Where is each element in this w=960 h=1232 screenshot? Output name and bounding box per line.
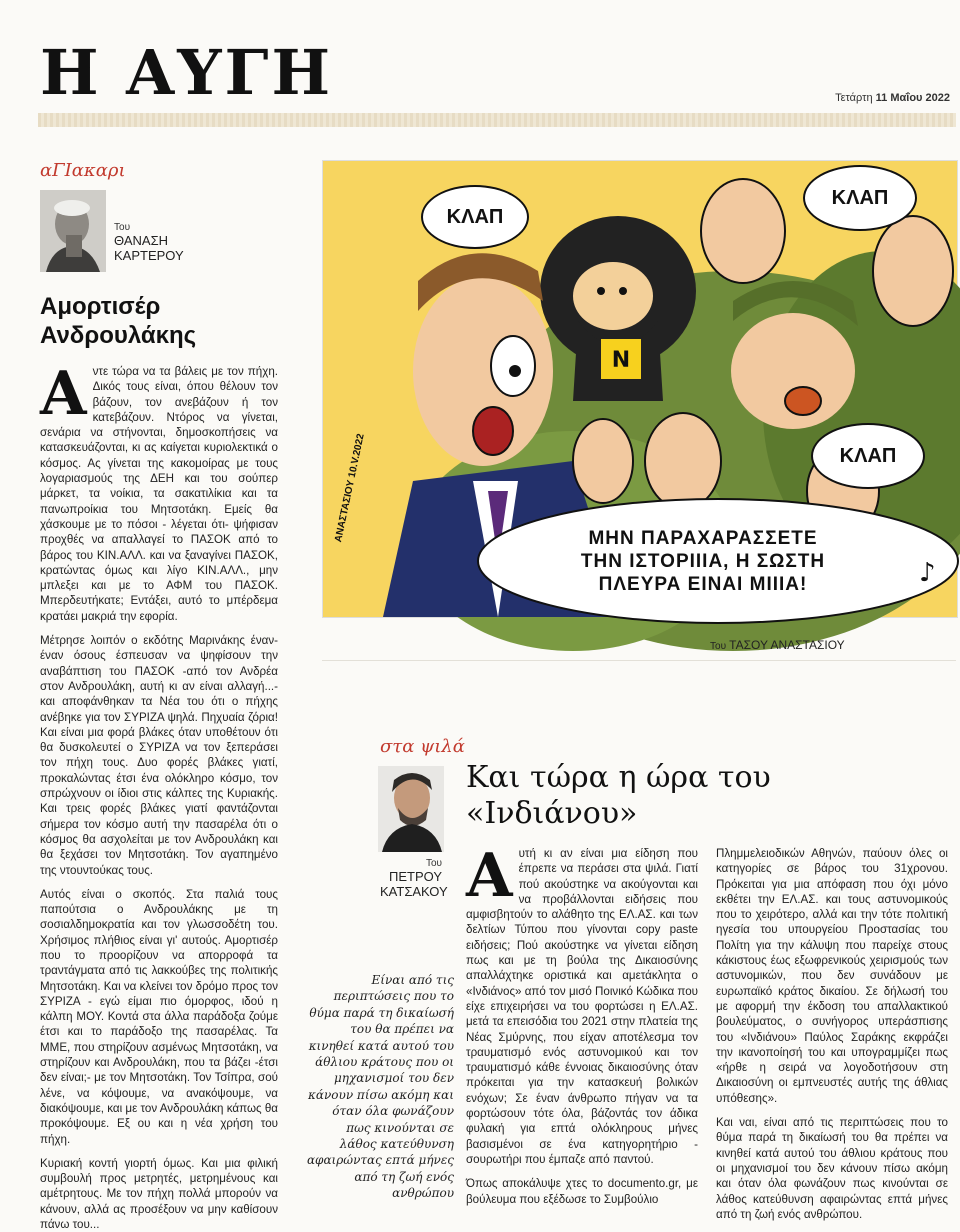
masthead: Η ΑΥΓΗ: [40, 36, 334, 109]
issue-date: Τετάρτη 11 Μαΐου 2022: [835, 92, 950, 104]
pull-quote: Είναι από τις περιπτώσεις που το θύμα παρά τη δικαίωσή του θα πρέπει να κινηθεί κατά αυτού του άθλιου κράτους που οι μηχανισμοί του δεν κάνουν πίσω ακόμη και όταν όλα φωνάζουν πως κινούνται σε λάθος κατεύθυνση αφαιρώντας επτά μήνες από τη ζωή ενός ανθρώπου: [306, 973, 454, 1201]
political-cartoon: [322, 160, 958, 618]
clap-bubble-1: ΚΛΑΠ: [421, 185, 529, 249]
clap-bubble-3: ΚΛΑΠ: [811, 423, 925, 489]
divider: [322, 660, 956, 661]
cartoon-credit: Του ΤΑΣΟΥ ΑΝΑΣΤΑΣΙΟΥ: [710, 638, 845, 652]
article-body-right-col1: Αυτή κι αν είναι μια είδηση που έπρεπε να περάσει στα ψιλά. Γιατί πού ακούστηκε να ακούγονται και να προβάλλονται ειδήσεις που αμφισβητούν το αλάθητο της ΕΛ.ΑΣ. και των δελτίων Τύπου που γίνονται copy paste ειδήσεις; Πού ακούστηκε να γίνεται είδηση πως και με τη βούλα της Δικαιοσύνης απαλλάχτηκε οριστικά και αμετάκλητα ο «Ινδιάνος» από τον μισό Ποινικό Κώδικα που είχε επιχειρήσει να του φορτώσει η ΕΛ.ΑΣ. μετά τα επεισόδια του 2021 στην πλατεία της Νέας Σμύρνης, που είχαν αποτέλεσμα τον τραυματισμό ενός αστυνομικού και τον τραυματισμό κάθε έννοιας δικαιοσύνης όταν πρόκειται για την κατασκευή βολικών ενόχων; Σε έναν άνθρωπο πήγαν να τα φορτώσουν τότε όλα, βάζοντάς τον άδικα φυλακή για επτά ολόκληρους μήνες βασισμένοι σε ένα κατηγορητήριο - σουρωτήρι που έμπαζε από παντού. Όπως αποκάλυψε χτες το documento.gr, με βούλευμα που εξέδωσε το Συμβούλιο: [466, 841, 698, 1206]
author-photo-kartеros: [40, 190, 106, 272]
cartoonist-signature: ΑΝΑΣΤΑΣΙΟΥ 10.V.2022: [333, 432, 367, 544]
article-title-left: Αμορτισέρ Ανδρουλάκης: [40, 293, 197, 349]
section-label-left: αΓΙακαρι: [40, 160, 126, 181]
author-byline-right: Του ΠΕΤΡΟΥ ΚΑΤΣΑΚΟΥ: [380, 858, 448, 899]
svg-text:♪: ♪: [919, 558, 936, 588]
author-byline-left: Του ΘΑΝΑΣΗ ΚΑΡΤΕΡΟΥ: [114, 222, 184, 263]
dropcap-left: Α: [40, 359, 87, 429]
dropcap-right: Α: [466, 841, 513, 911]
author-photo-katsakos: [378, 766, 444, 852]
header-rule: [38, 113, 956, 127]
section-label-right: στα ψιλά: [380, 736, 465, 757]
article-headline-right: Και τώρα η ώρα του «Ινδιάνου»: [466, 760, 771, 831]
article-body-right-col2: Πλημμελειοδικών Αθηνών, παύουν όλες οι κατηγορίες σε βάρος του 31χρονου. Πρόκειται για μια απόφαση που όχι μόνο εκθέτει την ΕΛ.ΑΣ. και τους αστυνομικούς που το χειρότερο, αλλά και την τότε πολιτική ηγεσία του υπουργείου Προστασίας του Πολίτη για την κάλυψη που παρείχε στους κάκιστους έως εξωφρενικούς χειρισμούς των αστυνομικών, που δεν συνάδουν με ευρωπαϊκό κράτος δικαίου. Σε δήλωσή του με αφορμή την έκδοση του απαλλακτικού βουλεύματος, ο συνήγορος υπεράσπισης του «Ινδιάνου» Παύλος Σαράκης εκφράζει την ικανοποίησή του και υπογραμμίζει πως «ήρθε η σειρά να λογοδοτήσουν στη Δικαιοσύνη οι εμπνευστές αυτής της άθλιας υπόθεσης». Και ναι, είναι από τις περιπτώσεις που το θύμα παρά τη δικαίωσή του θα πρέπει να κινηθεί κατά αυτού του άθλιου κράτους που οι μηχανισμοί του δεν κάνουν πίσω ακόμη και όταν όλα φωνάζουν πως κινούνται σε λάθος κατεύθυνση αφαιρώντας επτά μήνες από τη ζωή ενός ανθρώπου.: [716, 847, 948, 1221]
cartoon-speech: ΜΗΝ ΠΑΡΑΧΑΡΑΣΣΕΤΕ ΤΗΝ ΙΣΤΟΡΙΙΙΑ, Η ΣΩΣΤΗ ΠΛΕΥΡΑ ΕΙΝΑΙ ΜΙΙΙΑ!: [580, 528, 826, 595]
svg-text:Ν: Ν: [611, 348, 631, 373]
clap-bubble-2: ΚΛΑΠ: [803, 165, 917, 231]
article-body-left: Αντε τώρα να τα βάλεις με τον πήχη. Δικός τους είναι, όπου θέλουν τον βάζουν, τον ανεβάζουν ή τον κατεβάζουν. Ντόρος να γίνεται, σενάρια να στήνονται, δημοσκοπήσεις να κατασκευάζονται, κι ας καίγεται κυριολεκτικά ο κόσμος. Ας γίνεται της κακομοίρας με τους λογαριασμούς της ΔΕΗ και του σούπερ μάρκετ, τα νοίκια, τα σακατιλίκια και τα πανωπροίκια του Μητσοτάκη. Εμείς θα χάσκουμε με το πόσοι - λέγεται ότι- ψήφισαν προχθές να απαλλαγεί το ΠΑΣΟΚ από το βάρος του ΚΙΝ.ΑΛΛ. και να ξαναγίνει ΠΑΣΟΚ, κρατώντας όμως και λίγο ΚΙΝ.ΑΛΛ., μην μπλεξει και με το ΑΦΜ του ΠΑΣΟΚ. Μπερδευτήκατε; Εντάξει, αυτό το μπέρδεμα κρατάει μακριά την εφορία. Μέτρησε λοιπόν ο εκδότης Μαρινάκης έναν-έναν όσους έσπευσαν να ψηφίσουν την αναβάπτιση του ΠΑΣΟΚ -από τον Ανδρέα στον Ανδρουλάκη, αυτή κι αν είναι αλλαγή...- και αποφάνθηκαν τα Νέα του ότι ο πήχης ανέβηκε για τον ΣΥΡΙΖΑ ψηλά. Πηχυαία ζόρια! Και είναι μια φορά βλάκες όταν υποθέτουν ότι θα δυσκολευτεί ο ΣΥΡΙΖΑ να τον ξεπεράσει τον πήχη τους. Δυο φορές βλάκες γιατί, προκαλώντας έτσι ένα ολόκληρο κόσμο, τον σπρώχνουν οι ίδιοι στις κάλπες της Κυριακής. Και τρεις φορές βλάκες γιατί φαντάζονται σήμερα τον κόσμο αυτή την πασαρέλα ότι ο κόσμος θα ασχολείται με τον Ανδρουλάκη και θα ξεχάσει τον Μητσοτάκη. Τον αγαπημένο της ντουντούκας τους. Αυτός είναι ο σκοπός. Στα παλιά τους παπούτσια ο Ανδρουλάκης με τη σοσιαλδημοκρατία και τον γλωσσοδέτη του. Χρήσιμος πλήθιος είναι γι' αυτούς. Αμορτισέρ που το προορίζουν να απορροφά τα τραντάγματα από τις λακκούβες της πολιτικής Μητσοτάκη. Και να κλείνει τον δρόμο προς τον ΣΥΡΙΖΑ - εγώ είμαι πιο όμορφος, ιδού η κάλπη ΜΟΥ. Κοντά στα άλλα παράδοξα ζούμε έτσι και το παράδοξο της πασαρέλας. Τα ΜΜΕ, που στηρίζουν ασμένως Μητσοτάκη, να στηρίζουν και Ανδρουλάκη, που τα βάζει -έτσι δεν είναι;- με τον Μητσοτάκη. Τον Τσίπρα, σού λένε, να κόψουμε, να ανακόψουμε, να διακόψουμε, και με τον Ανδρουλάκη κάπως θα προκόψουμε. Εξ ου και η νέα χρήση του πήχη. Κυριακή κοντή γιορτή όμως. Και μια φιλική συμβουλή προς μετρητές, μετρημένους και αμέτρητους. Με τον πήχη πολλά μπορούν να κάνουν, αλλά ας προσέξουν να μην καθίσουν πάνω του...: [40, 359, 278, 1232]
